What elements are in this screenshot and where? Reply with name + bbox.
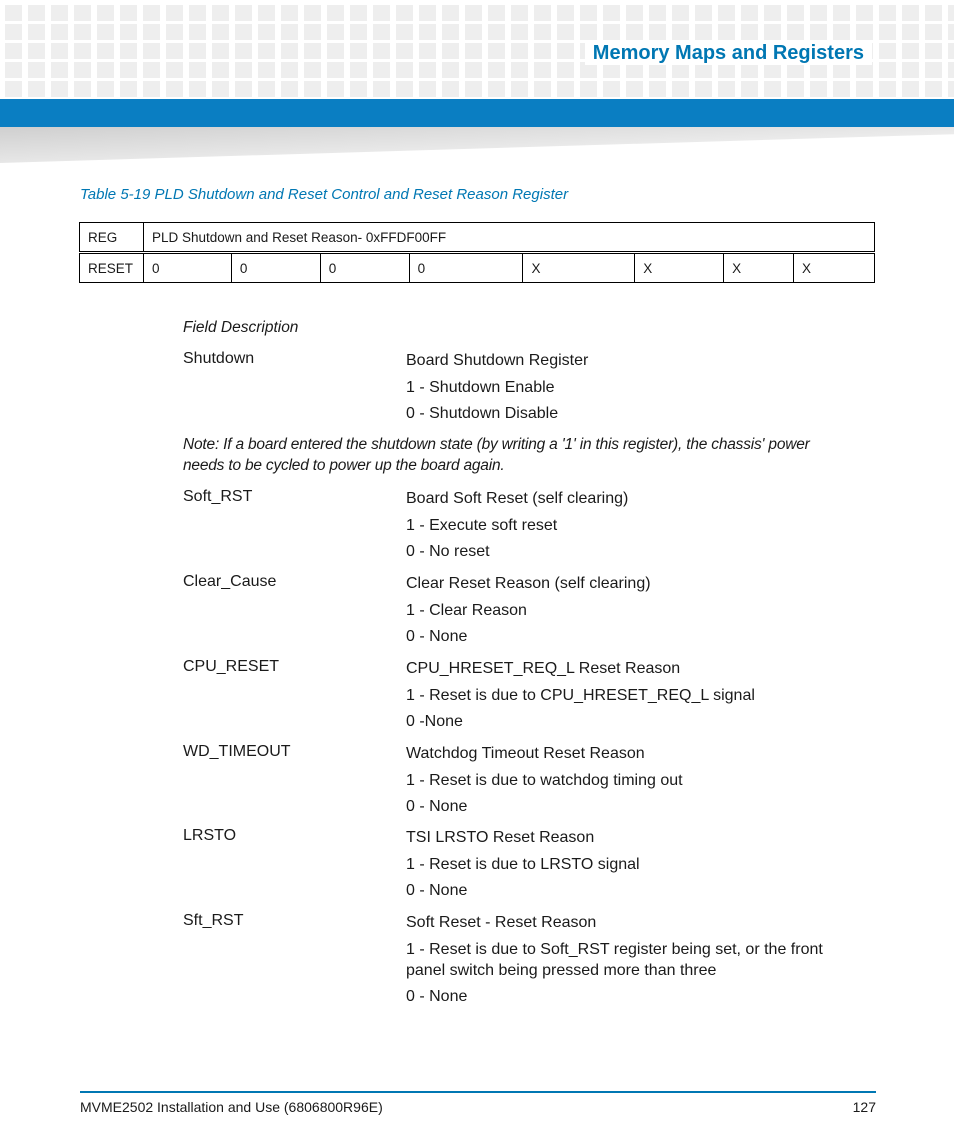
- header-grey-band: [0, 127, 954, 163]
- table-row: [80, 253, 875, 283]
- header-tile: [511, 43, 528, 59]
- header-tile: [465, 43, 482, 59]
- header-tile: [511, 5, 528, 21]
- header-tile: [557, 43, 574, 59]
- header-tile: [258, 24, 275, 40]
- header-tile: [5, 43, 22, 59]
- header-tile: [695, 24, 712, 40]
- header-tile: [396, 43, 413, 59]
- header-tile: [580, 24, 597, 40]
- table-cell-bit: 0: [320, 253, 409, 283]
- header-tile: [810, 24, 827, 40]
- header-tile: [396, 24, 413, 40]
- header-tile: [465, 62, 482, 78]
- header-tile: [534, 62, 551, 78]
- field-description: [406, 743, 846, 823]
- header-tile: [511, 81, 528, 97]
- header-tile: [143, 81, 160, 97]
- field-line: 0 -None: [406, 713, 463, 730]
- header-tile: [189, 24, 206, 40]
- footer-document-title: MVME2502 Installation and Use (6806800R96E): [80, 1099, 383, 1115]
- header-tile: [281, 81, 298, 97]
- header-tile: [718, 24, 735, 40]
- header-tile: [879, 81, 896, 97]
- header-tile: [120, 62, 137, 78]
- header-tile: [373, 62, 390, 78]
- header-tile: [97, 24, 114, 40]
- table-cell-bit: X: [523, 253, 635, 283]
- header-tile: [28, 24, 45, 40]
- field-line: Soft Reset - Reset Reason: [406, 914, 597, 931]
- header-tile: [557, 62, 574, 78]
- header-tile: [580, 81, 597, 97]
- header-tile: [304, 5, 321, 21]
- header-tile: [373, 5, 390, 21]
- header-tile: [281, 43, 298, 59]
- header-tile: [672, 5, 689, 21]
- header-tile: [856, 81, 873, 97]
- header-tile: [235, 43, 252, 59]
- header-tile: [902, 24, 919, 40]
- header-tile: [373, 24, 390, 40]
- header-tile: [764, 24, 781, 40]
- header-tile: [787, 81, 804, 97]
- header-tile: [166, 5, 183, 21]
- header-tile: [5, 5, 22, 21]
- field-line: 0 - None: [406, 798, 468, 815]
- field-line: CPU_HRESET_REQ_L Reset Reason: [406, 660, 681, 677]
- header-tile: [603, 24, 620, 40]
- header-tile: [396, 62, 413, 78]
- header-tile: [258, 5, 275, 21]
- shutdown-note: Note: If a board entered the shutdown state (by writing a '1' in this register), the chassis' power needs to be cycled to power up the board again.: [183, 436, 810, 474]
- header-tile: [419, 5, 436, 21]
- header-tile: [51, 5, 68, 21]
- header-tile: [833, 5, 850, 21]
- header-tile: [97, 43, 114, 59]
- header-tile: [235, 62, 252, 78]
- header-tile: [51, 24, 68, 40]
- header-tile: [373, 43, 390, 59]
- header-tile: [350, 5, 367, 21]
- header-tile: [350, 43, 367, 59]
- field-line: Board Shutdown Register: [406, 352, 589, 369]
- header-tile: [580, 5, 597, 21]
- header-tile: [764, 5, 781, 21]
- header-tile: [672, 81, 689, 97]
- table-row: [80, 223, 875, 253]
- header-tile: [189, 62, 206, 78]
- field-line: 1 - Reset is due to Soft_RST register being set, or the front panel switch being pressed more than three: [406, 940, 823, 979]
- header-tile: [189, 81, 206, 97]
- field-line: Board Soft Reset (self clearing): [406, 490, 629, 507]
- header-tile: [626, 81, 643, 97]
- header-tile: [189, 5, 206, 21]
- header-tile: [672, 24, 689, 40]
- field-name: WD_TIMEOUT: [183, 743, 291, 760]
- header-tile: [327, 43, 344, 59]
- header-tile: [810, 5, 827, 21]
- header-tile: [741, 5, 758, 21]
- header-tile: [396, 5, 413, 21]
- header-tile: [603, 81, 620, 97]
- header-tile: [74, 24, 91, 40]
- header-tile: [304, 62, 321, 78]
- field-name: CPU_RESET: [183, 658, 280, 675]
- table-cell-bit: X: [635, 253, 724, 283]
- header-tile: [833, 24, 850, 40]
- field-line: 1 - Shutdown Enable: [406, 378, 555, 396]
- header-tile: [787, 5, 804, 21]
- header-tile: [143, 24, 160, 40]
- field-line: 1 - Execute soft reset: [406, 516, 558, 534]
- field-line: Watchdog Timeout Reset Reason: [406, 745, 645, 762]
- header-tile: [350, 81, 367, 97]
- header-tile: [304, 43, 321, 59]
- header-tile: [649, 24, 666, 40]
- header-tile: [879, 62, 896, 78]
- header-tile: [488, 43, 505, 59]
- header-tile: [787, 24, 804, 40]
- header-tile: [948, 43, 954, 59]
- header-tile: [212, 81, 229, 97]
- header-tile: [925, 81, 942, 97]
- field-description: [406, 658, 846, 738]
- header-tile: [327, 81, 344, 97]
- header-tile: [557, 81, 574, 97]
- header-tile: [511, 62, 528, 78]
- table-cell-reg-value: PLD Shutdown and Reset Reason- 0xFFDF00FF: [143, 223, 874, 253]
- header-tile: [948, 62, 954, 78]
- field-name: Soft_RST: [183, 488, 253, 505]
- header-tile: [5, 24, 22, 40]
- header-tile: [534, 24, 551, 40]
- header-tile: [879, 43, 896, 59]
- header-tile: [925, 24, 942, 40]
- register-table: [79, 222, 875, 283]
- header-tile: [189, 43, 206, 59]
- page-header-title: Memory Maps and Registers: [585, 42, 872, 65]
- header-tile: [603, 5, 620, 21]
- header-tile: [511, 24, 528, 40]
- header-tile: [442, 81, 459, 97]
- header-tile: [442, 62, 459, 78]
- header-tile: [304, 24, 321, 40]
- header-tile: [856, 24, 873, 40]
- header-tile: [51, 81, 68, 97]
- field-description: [406, 912, 846, 1013]
- header-tile: [28, 81, 45, 97]
- header-tile: [488, 24, 505, 40]
- header-tile: [304, 81, 321, 97]
- header-tile: [948, 24, 954, 40]
- table-cell-reg-label: REG: [80, 223, 144, 253]
- field-line: 0 - None: [406, 988, 468, 1005]
- table-caption: Table 5-19 PLD Shutdown and Reset Control and Reset Reason Register: [80, 186, 569, 203]
- header-tile: [442, 5, 459, 21]
- header-tile: [833, 81, 850, 97]
- field-name: Shutdown: [183, 350, 255, 367]
- header-tile: [488, 5, 505, 21]
- field-line: 1 - Reset is due to LRSTO signal: [406, 855, 640, 873]
- header-tile: [235, 81, 252, 97]
- header-tile: [695, 81, 712, 97]
- header-tile: [488, 62, 505, 78]
- header-tile: [74, 81, 91, 97]
- table-cell-reset-label: RESET: [80, 253, 144, 283]
- header-tile: [28, 43, 45, 59]
- header-tile: [649, 5, 666, 21]
- header-tile: [28, 62, 45, 78]
- header-tile: [534, 5, 551, 21]
- table-cell-bit: 0: [231, 253, 320, 283]
- header-tile: [327, 5, 344, 21]
- field-name: Sft_RST: [183, 912, 244, 929]
- header-tile: [718, 81, 735, 97]
- header-tile: [281, 5, 298, 21]
- header-tile: [212, 24, 229, 40]
- header-tile: [350, 24, 367, 40]
- header-tile: [281, 62, 298, 78]
- header-tile: [120, 5, 137, 21]
- header-tile: [97, 5, 114, 21]
- header-tile: [465, 24, 482, 40]
- header-tile: [281, 24, 298, 40]
- header-tile: [28, 5, 45, 21]
- header-tile: [879, 5, 896, 21]
- header-tile: [948, 81, 954, 97]
- field-line: 0 - None: [406, 882, 468, 899]
- header-tile: [902, 43, 919, 59]
- field-line: 0 - Shutdown Disable: [406, 405, 559, 422]
- header-tile: [810, 81, 827, 97]
- header-tile: [419, 24, 436, 40]
- header-tile: [327, 24, 344, 40]
- header-tile: [258, 81, 275, 97]
- header-tile: [534, 43, 551, 59]
- header-tile: [97, 62, 114, 78]
- header-tile: [166, 62, 183, 78]
- header-tile: [143, 62, 160, 78]
- field-name: Clear_Cause: [183, 573, 277, 590]
- header-tile: [258, 43, 275, 59]
- header-tile: [925, 43, 942, 59]
- header-tile: [51, 62, 68, 78]
- header-tile: [557, 24, 574, 40]
- header-tile: [120, 43, 137, 59]
- field-description: [406, 573, 846, 653]
- page-number: 127: [852, 1099, 876, 1115]
- header-tile: [442, 43, 459, 59]
- header-tile: [120, 81, 137, 97]
- header-tile: [258, 62, 275, 78]
- header-tile: [465, 5, 482, 21]
- header-tile: [557, 5, 574, 21]
- header-tile: [373, 81, 390, 97]
- field-name: LRSTO: [183, 827, 237, 844]
- header-tile: [235, 5, 252, 21]
- table-cell-bit: X: [794, 253, 875, 283]
- header-tile: [51, 43, 68, 59]
- header-tile: [442, 24, 459, 40]
- header-tile: [626, 24, 643, 40]
- header-tile: [419, 43, 436, 59]
- table-cell-bit: X: [724, 253, 794, 283]
- header-tile: [235, 24, 252, 40]
- header-tile: [74, 5, 91, 21]
- header-tile: [327, 62, 344, 78]
- header-tile: [741, 24, 758, 40]
- footer-rule: [80, 1091, 876, 1093]
- field-description: [406, 827, 846, 907]
- field-description: [406, 488, 846, 568]
- header-tile: [143, 5, 160, 21]
- header-tile: [166, 43, 183, 59]
- header-tile: [465, 81, 482, 97]
- field-line: Clear Reset Reason (self clearing): [406, 575, 651, 592]
- header-tile: [97, 81, 114, 97]
- field-line: 0 - None: [406, 628, 468, 645]
- field-description-heading: Field Description: [183, 319, 299, 336]
- header-tile: [5, 62, 22, 78]
- header-tile: [718, 5, 735, 21]
- header-tile: [212, 43, 229, 59]
- header-tile: [212, 62, 229, 78]
- header-tile: [143, 43, 160, 59]
- header-tile: [925, 62, 942, 78]
- field-line: 1 - Reset is due to watchdog timing out: [406, 771, 683, 789]
- header-tile: [948, 5, 954, 21]
- field-line: 0 - No reset: [406, 543, 490, 560]
- header-tile: [695, 5, 712, 21]
- field-line: 1 - Reset is due to CPU_HRESET_REQ_L signal: [406, 686, 755, 704]
- header-tile: [902, 62, 919, 78]
- header-tile: [534, 81, 551, 97]
- header-tile: [902, 81, 919, 97]
- header-tile: [488, 81, 505, 97]
- header-tile: [166, 24, 183, 40]
- header-tile: [5, 81, 22, 97]
- header-tile: [925, 5, 942, 21]
- table-cell-bit: 0: [143, 253, 231, 283]
- header-tile: [626, 5, 643, 21]
- header-tile: [741, 81, 758, 97]
- header-tile: [879, 24, 896, 40]
- header-tile: [856, 5, 873, 21]
- header-tile: [350, 62, 367, 78]
- header-tile: [419, 81, 436, 97]
- header-tile: [120, 24, 137, 40]
- header-tile: [764, 81, 781, 97]
- header-tile: [419, 62, 436, 78]
- header-tile: [396, 81, 413, 97]
- field-description: [406, 350, 846, 430]
- header-tile: [212, 5, 229, 21]
- header-blue-band: [0, 99, 954, 127]
- field-line: TSI LRSTO Reset Reason: [406, 829, 595, 846]
- header-tile: [902, 5, 919, 21]
- header-tile: [74, 62, 91, 78]
- header-tile: [166, 81, 183, 97]
- header-tile: [649, 81, 666, 97]
- field-line: 1 - Clear Reason: [406, 601, 527, 619]
- table-cell-bit: 0: [409, 253, 523, 283]
- header-tile: [74, 43, 91, 59]
